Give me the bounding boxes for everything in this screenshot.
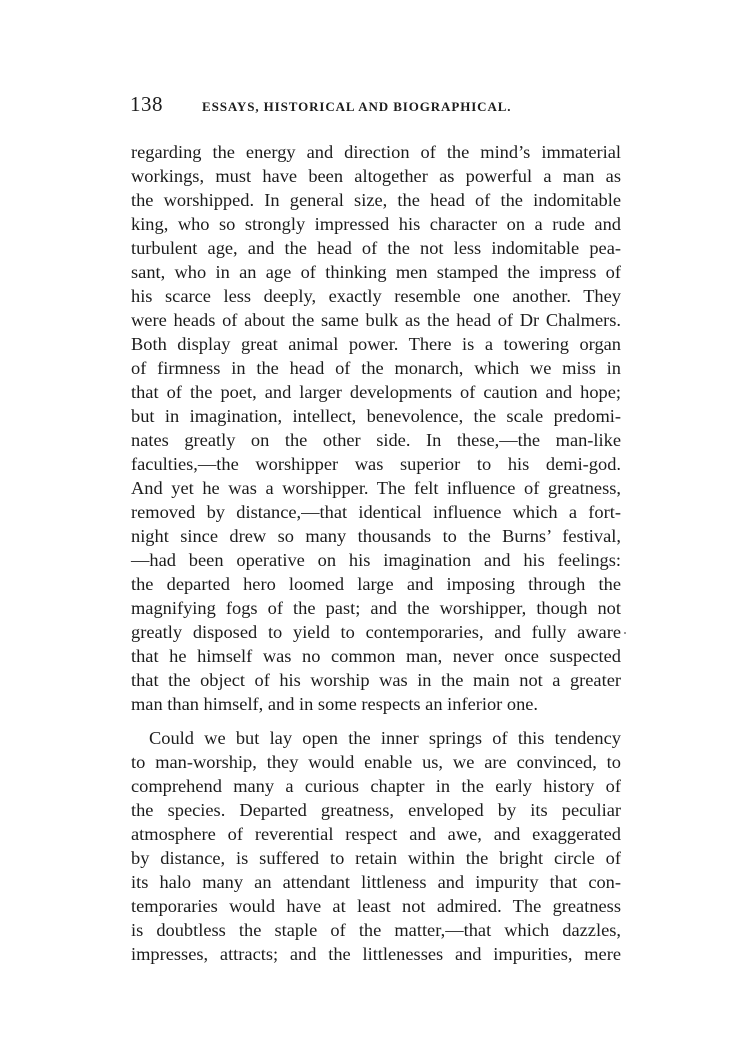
text-line: the worshipped. In general size, the head of the indomitable — [131, 190, 621, 210]
text-line: man than himself, and in some respects an inferior one. — [131, 694, 539, 714]
text-line: turbulent age, and the head of the not less indomitable pea- — [131, 238, 621, 258]
text-line: —had been operative on his imagination and his feelings: — [131, 550, 621, 570]
text-line: removed by distance,—that identical influence which a fort- — [131, 502, 621, 522]
text-line: magnifying fogs of the past; and the worshipper, though not — [131, 598, 621, 618]
text-line: greatly disposed to yield to contemporaries, and fully aware — [131, 622, 621, 642]
text-line: to man-worship, they would enable us, we are convinced, to — [131, 752, 621, 772]
text-line: of firmness in the head of the monarch, which we miss in — [131, 358, 621, 378]
running-head — [130, 92, 620, 122]
text-line: temporaries would have at least not admired. The greatness — [131, 896, 621, 916]
text-line: were heads of about the same bulk as the head of Dr Chalmers. — [131, 310, 621, 330]
text-line: by distance, is suffered to retain within the bright circle of — [131, 848, 621, 868]
text-line: sant, who in an age of thinking men stamped the impress of — [131, 262, 621, 282]
paragraph-2 — [131, 726, 621, 966]
text-line: is doubtless the staple of the matter,—that which dazzles, — [131, 920, 621, 940]
text-line: workings, must have been altogether as powerful a man as — [131, 166, 621, 186]
text-line: Both display great animal power. There is a towering organ — [131, 334, 621, 354]
text-line: that the object of his worship was in the main not a greater — [131, 670, 621, 690]
text-line: that of the poet, and larger developments of caution and hope; — [131, 382, 621, 402]
text-line: nates greatly on the other side. In these,—the man-like — [131, 430, 621, 450]
text-line: comprehend many a curious chapter in the early history of — [131, 776, 621, 796]
text-line: its halo many an attendant littleness and impurity that con- — [131, 872, 621, 892]
text-line: atmosphere of reverential respect and awe, and exaggerated — [131, 824, 621, 844]
text-line: impresses, attracts; and the littlenesses and impurities, mere — [131, 944, 621, 964]
paragraph-spacing — [131, 716, 621, 726]
text-line: And yet he was a worshipper. The felt influence of greatness, — [131, 478, 621, 498]
print-speck — [624, 632, 626, 634]
body-text — [131, 140, 621, 966]
running-title: ESSAYS, HISTORICAL AND BIOGRAPHICAL. — [202, 99, 512, 114]
text-line: regarding the energy and direction of the mind’s immaterial — [131, 142, 621, 162]
text-line: his scarce less deeply, exactly resemble one another. They — [131, 286, 621, 306]
text-line: the species. Departed greatness, enveloped by its peculiar — [131, 800, 621, 820]
text-line: the departed hero loomed large and imposing through the — [131, 574, 621, 594]
text-line: king, who so strongly impressed his character on a rude and — [131, 214, 621, 234]
text-line: Could we but lay open the inner springs of this tendency — [149, 728, 621, 748]
paragraph-1 — [131, 140, 621, 716]
page-number: 138 — [130, 92, 163, 116]
text-line: faculties,—the worshipper was superior to his demi-god. — [131, 454, 621, 474]
text-line: that he himself was no common man, never once suspected — [131, 646, 621, 666]
text-line: but in imagination, intellect, benevolence, the scale predomi- — [131, 406, 621, 426]
text-line: night since drew so many thousands to the Burns’ festival, — [131, 526, 621, 546]
